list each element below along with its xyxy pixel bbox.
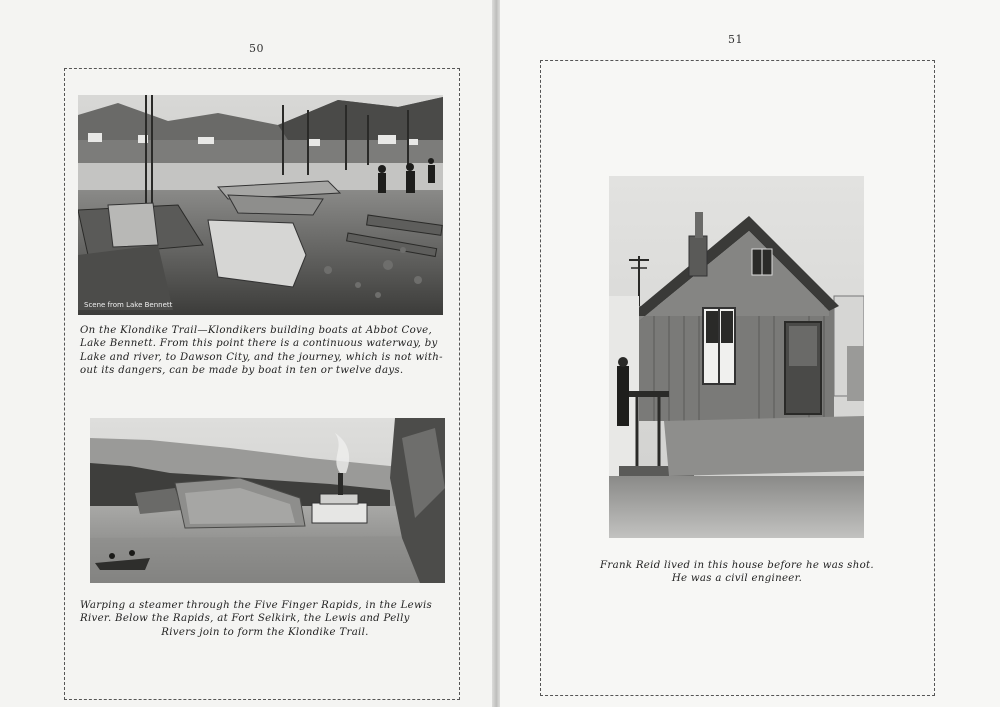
caption-line: Lake Bennett. From this point there is a continuous waterway, by	[80, 338, 438, 350]
caption-line: On the Klondike Trail—Klondikers building boats at Abbot Cove,	[80, 325, 432, 336]
photo-rapids-image	[90, 418, 445, 583]
caption-line: Frank Reid lived in this house before he was shot.	[600, 560, 874, 571]
caption-line: Lake and river, to Dawson City, and the journey, which is not with-	[80, 351, 443, 363]
caption-line: He was a civil engineer.	[671, 573, 803, 585]
caption-line: Rivers join to form the Klondike Trail.	[161, 626, 369, 638]
page-number-left: 50	[249, 42, 264, 55]
caption-frank-reid-house	[580, 559, 894, 586]
photo-frank-reid-house	[609, 176, 864, 538]
photo-boat-building-lake-bennett	[78, 95, 443, 315]
photo-inscription: Scene from Lake Bennett	[84, 301, 173, 309]
left-page	[0, 0, 494, 707]
caption-line: Warping a steamer through the Five Finger Rapids, in the Lewis	[80, 600, 433, 611]
photo-five-finger-rapids	[90, 418, 445, 583]
caption-five-finger-rapids	[80, 599, 450, 639]
caption-line: out its dangers, can be made by boat in ten or twelve days.	[80, 365, 404, 377]
photo-house-image	[609, 176, 864, 538]
caption-line: River. Below the Rapids, at Fort Selkirk, the Lewis and Pelly	[80, 613, 410, 625]
caption-boat-building	[80, 324, 443, 378]
photo-boats-image	[78, 95, 443, 315]
page-number-right: 51	[728, 33, 743, 46]
right-page	[500, 0, 1000, 707]
